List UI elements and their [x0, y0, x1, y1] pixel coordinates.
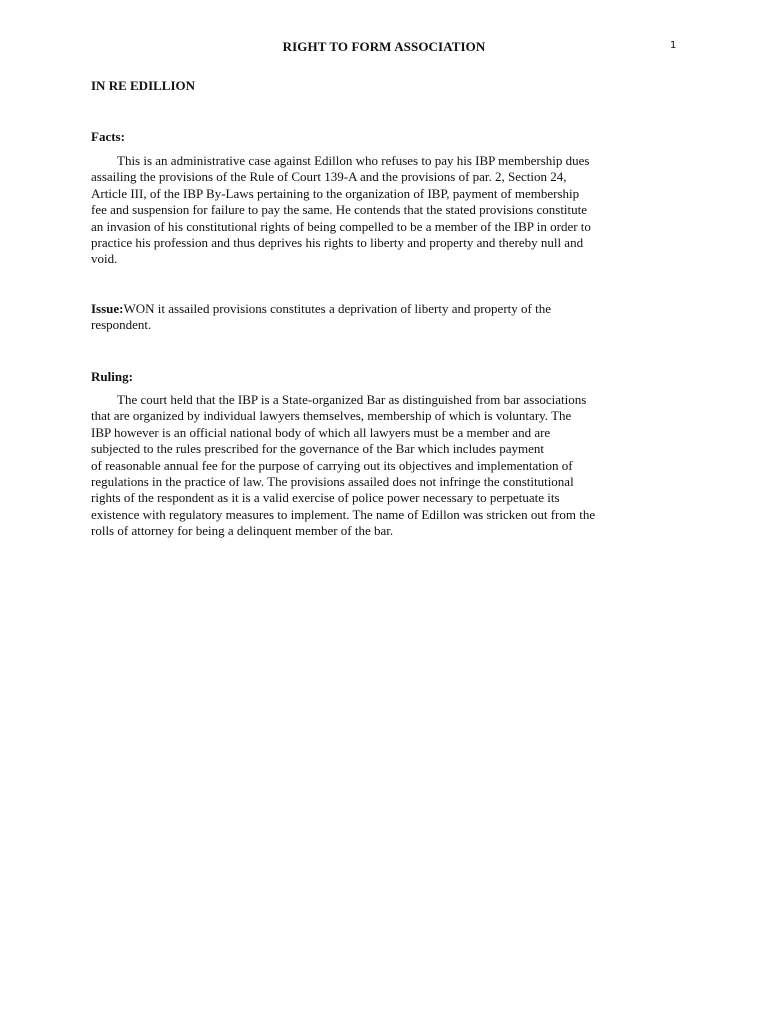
facts-line: assailing the provisions of the Rule of Court 139-A and the provisions of par. 2, Section 24, [91, 169, 567, 185]
ruling-line: that are organized by individual lawyers themselves, membership of which is voluntary. The [91, 408, 572, 424]
ruling-line: rights of the respondent as it is a valid exercise of police power necessary to perpetuate its [91, 490, 560, 506]
issue-paragraph [91, 301, 683, 334]
facts-line: fee and suspension for failure to pay the same. He contends that the stated provisions constitute [91, 202, 588, 218]
facts-line: an invasion of his constitutional rights of being compelled to be a member of the IBP in order to [91, 218, 591, 234]
ruling-heading: Ruling: [91, 369, 133, 384]
issue-line: respondent. [91, 317, 152, 333]
facts-heading: Facts: [91, 129, 125, 144]
ruling-paragraph [91, 392, 683, 540]
issue-label: Issue: [91, 301, 124, 316]
facts-line: practice his profession and thus deprives his rights to liberty and property and thereby null and [91, 235, 584, 251]
document-title: RIGHT TO FORM ASSOCIATION [282, 39, 486, 54]
ruling-line: of reasonable annual fee for the purpose of carrying out its objectives and implementation of [91, 457, 573, 473]
ruling-line: The court held that the IBP is a State-organized Bar as distinguished from bar associations [117, 392, 587, 407]
issue-line: Issue:WON it assailed provisions constitutes a deprivation of liberty and property of the [91, 301, 551, 316]
case-title: IN RE EDILLION [91, 78, 196, 93]
facts-paragraph [91, 153, 683, 268]
ruling-line: rolls of attorney for being a delinquent member of the bar. [91, 523, 394, 539]
ruling-line: subjected to the rules prescribed for the governance of the Bar which includes payment [91, 441, 545, 457]
page-number: 1 [670, 40, 677, 51]
facts-line: Article III, of the IBP By-Laws pertaining to the organization of IBP, payment of membership [91, 185, 580, 201]
ruling-line: IBP however is an official national body of which all lawyers must be a member and are [91, 424, 551, 440]
facts-line: This is an administrative case against Edillon who refuses to pay his IBP membership dues [117, 153, 590, 168]
facts-line: void. [91, 251, 118, 267]
ruling-line: existence with regulatory measures to implement. The name of Edillon was stricken out from the [91, 506, 596, 522]
ruling-line: regulations in the practice of law. The provisions assailed does not infringe the constitutional [91, 474, 574, 490]
